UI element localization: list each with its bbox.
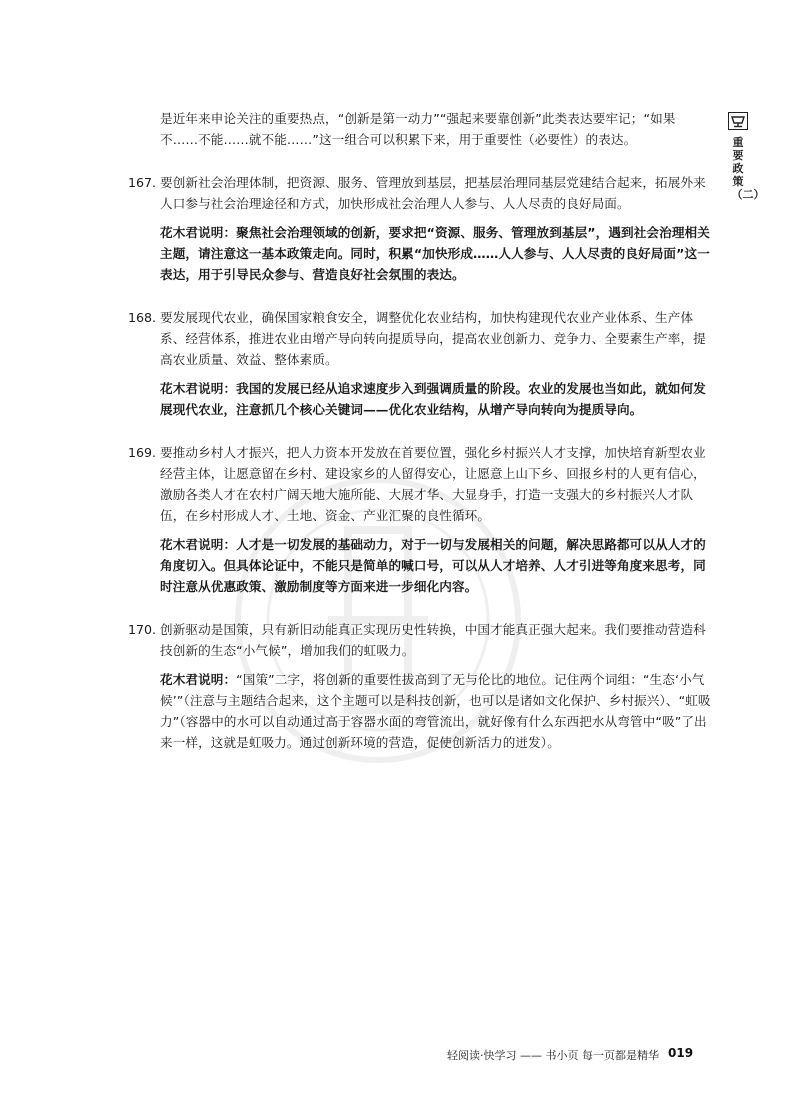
item-number: 168. — [128, 310, 157, 325]
note-text: 聚焦社会治理领域的创新，要求把“资源、服务、管理放到基层”，遇到社会治理相关主题，请注意这一基本政策走向。同时，积累“加快形成……人人参与、人人尽责的良好局面”这一表达，用于引导民众参与、营造良好社会氛围的表达。 — [160, 225, 710, 282]
main-content — [128, 108, 712, 753]
item-text: 要推动乡村人才振兴，把人力资本开发放在首要位置，强化乡村振兴人才支撑，加快培育新型农业经营主体，让愿意留在乡村、建设家乡的人留得安心，让愿意上山下乡、回报乡村的人更有信心，激励各类人才在农村广阔天地大施所能、大展才华、大显身手，打造一支强大的乡村振兴人才队伍，在乡村形成人才、土地、资金、产业汇聚的良性循环。 — [160, 445, 706, 523]
page-footer — [0, 1047, 800, 1065]
cup-logo-icon — [728, 112, 748, 130]
note-text: “国策”二字，将创新的重要性拔高到了无与伦比的地位。记住两个词组：“生态‘小气候’”（注意与主题结合起来，这个主题可以是科技创新，也可以是诸如文化保护、乡村振兴）、“虹吸力”（容器中的水可以自动通过高于容器水面的弯管流出，就好像有什么东西把水从弯管中“吸”了出来一样，这就是虹吸力。通过创新环境的营造，促使创新活力的迸发）。 — [160, 672, 711, 750]
policy-item-167 — [128, 172, 712, 285]
item-number: 170. — [128, 622, 157, 637]
item-note — [160, 378, 712, 420]
item-note — [160, 669, 712, 753]
item-number: 169. — [128, 445, 157, 460]
item-number: 167. — [128, 175, 157, 190]
item-body — [160, 619, 712, 753]
footer-slogan: 轻阅读·快学习 —— 书小页 每一页都是精华 — [447, 1049, 659, 1062]
note-label: 花木君说明： — [160, 537, 237, 552]
side-tab-label: 重要政策（二） — [731, 136, 765, 201]
page-number: 019 — [668, 1046, 694, 1060]
policy-item-169 — [128, 442, 712, 597]
note-label: 花木君说明： — [160, 672, 237, 687]
note-text: 我国的发展已经从追求速度步入到强调质量的阶段。农业的发展也当如此，就如何发展现代农业，注意抓几个核心关键词——优化农业结构，从增产导向转向为提质导向。 — [160, 381, 706, 417]
intro-paragraph: 是近年来申论关注的重要热点，“创新是第一动力”“强起来要靠创新”此类表达要牢记；“如果不……不能……就不能……”这一组合可以积累下来，用于重要性（必要性）的表达。 — [160, 111, 676, 147]
policy-item-168 — [128, 307, 712, 420]
note-label: 花木君说明： — [160, 225, 237, 240]
item-body — [160, 442, 712, 597]
item-body — [160, 307, 712, 420]
note-label: 花木君说明： — [160, 381, 237, 396]
item-body — [160, 172, 712, 285]
item-text: 创新驱动是国策，只有新旧动能真正实现历史性转换，中国才能真正强大起来。我们要推动营造科技创新的生态“小气候”，增加我们的虹吸力。 — [160, 622, 706, 658]
item-text: 要创新社会治理体制，把资源、服务、管理放到基层，把基层治理同基层党建结合起来，拓展外来人口参与社会治理途径和方式，加快形成社会治理人人参与、人人尽责的良好局面。 — [160, 175, 706, 211]
policy-item-170 — [128, 619, 712, 753]
item-note — [160, 222, 712, 285]
note-text: 人才是一切发展的基础动力，对于一切与发展相关的问题，解决思路都可以从人才的角度切入。但具体论证中，不能只是简单的喊口号，可以从人才培养、人才引进等角度来思考，同时注意从优惠政策、激励制度等方面来进一步细化内容。 — [160, 537, 706, 594]
side-section-tab — [727, 112, 765, 201]
item-note — [160, 534, 712, 597]
item-text: 要发展现代农业，确保国家粮食安全，调整优化农业结构，加快构建现代农业产业体系、生产体系、经营体系，推进农业由增产导向转向提质导向，提高农业创新力、竞争力、全要素生产率，提高农业质量、效益、整体素质。 — [160, 310, 706, 367]
